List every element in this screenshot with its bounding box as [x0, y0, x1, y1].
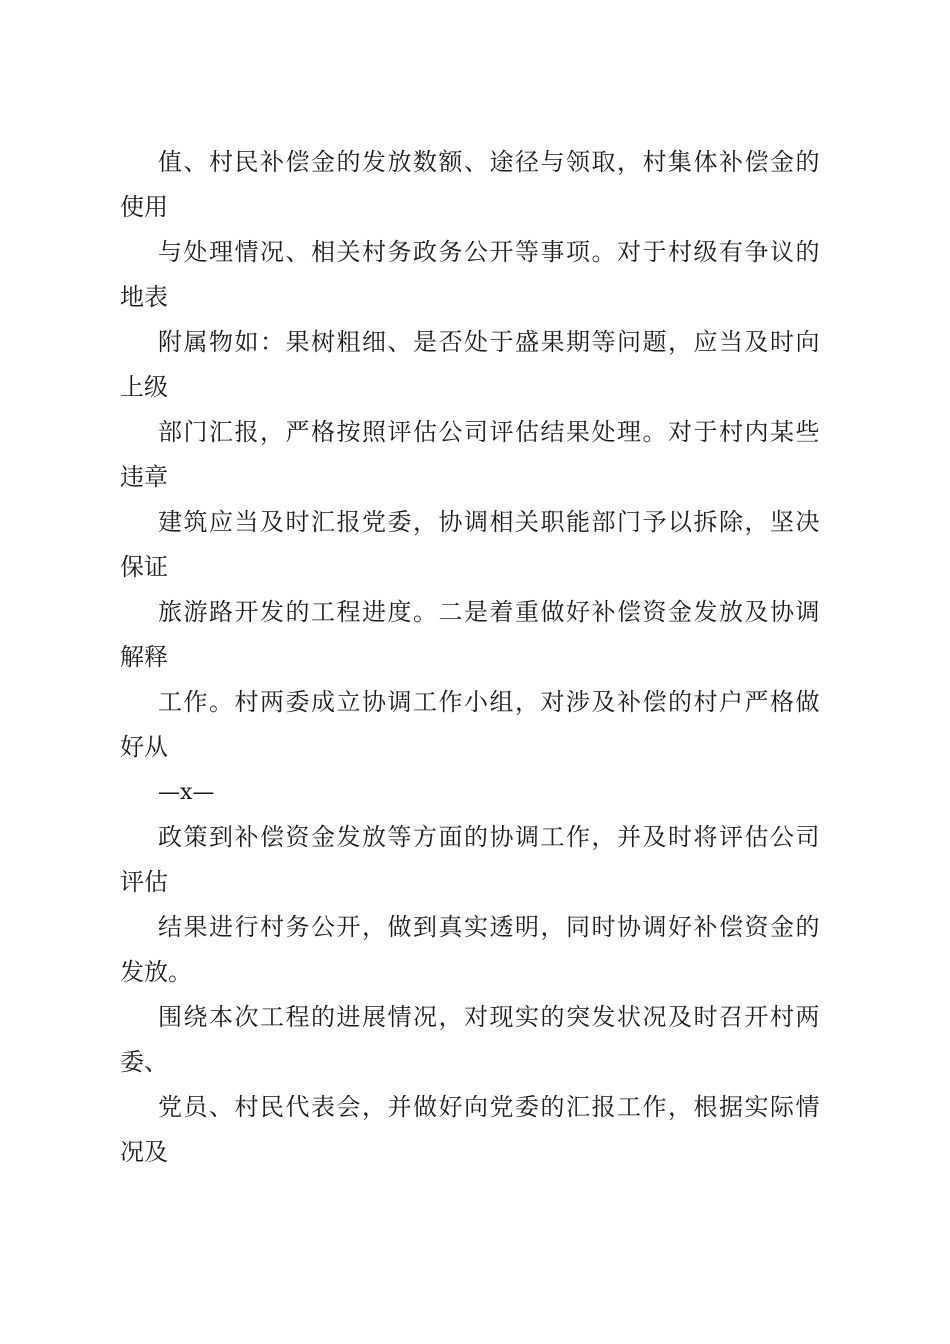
paragraph-line: 值、村民补偿金的发放数额、途径与领取，村集体补偿金的: [158, 148, 820, 176]
paragraph-line: 保证: [120, 553, 168, 581]
page-number-separator: —x—: [158, 780, 215, 805]
paragraph-line: 建筑应当及时汇报党委，协调相关职能部门予以拆除，坚决: [158, 508, 820, 536]
paragraph-line: 解释: [120, 643, 168, 671]
paragraph: [120, 995, 820, 1085]
paragraph-line: 工作。村两委成立协调工作小组，对涉及补偿的村户严格做: [158, 688, 820, 716]
paragraph: [120, 500, 820, 590]
paragraph: [120, 1085, 820, 1175]
paragraph-line: 评估: [120, 868, 168, 896]
paragraph-line: 结果进行村务公开，做到真实透明，同时协调好补偿资金的: [158, 913, 820, 941]
paragraph-line: 部门汇报，严格按照评估公司评估结果处理。对于村内某些: [158, 418, 820, 446]
paragraph-line: 上级: [120, 373, 168, 401]
paragraph-line: 党员、村民代表会，并做好向党委的汇报工作，根据实际情: [158, 1093, 820, 1121]
paragraph-line: 与处理情况、相关村务政务公开等事项。对于村级有争议的: [158, 238, 820, 266]
paragraph: [120, 680, 820, 770]
paragraph: [120, 230, 820, 320]
paragraph: [120, 320, 820, 410]
paragraph-line: 况及: [120, 1138, 168, 1166]
paragraph-line: 好从: [120, 733, 168, 761]
paragraph-line: 旅游路开发的工程进度。二是着重做好补偿资金发放及协调: [158, 598, 820, 626]
paragraph: [120, 590, 820, 680]
paragraph-line: 使用: [120, 193, 168, 221]
paragraph-line: 发放。: [120, 958, 192, 986]
paragraph-line: 委、: [120, 1048, 168, 1076]
paragraph-line: 违章: [120, 463, 168, 491]
paragraph: [120, 410, 820, 500]
paragraph-line: 围绕本次工程的进展情况，对现实的突发状况及时召开村两: [158, 1003, 820, 1031]
paragraph: [120, 140, 820, 230]
paragraph: [120, 815, 820, 905]
paragraph-line: 政策到补偿资金发放等方面的协调工作，并及时将评估公司: [158, 823, 820, 851]
paragraph-line: 地表: [120, 283, 168, 311]
paragraph: [120, 905, 820, 995]
paragraph-line: 附属物如：果树粗细、是否处于盛果期等问题，应当及时向: [158, 328, 820, 356]
